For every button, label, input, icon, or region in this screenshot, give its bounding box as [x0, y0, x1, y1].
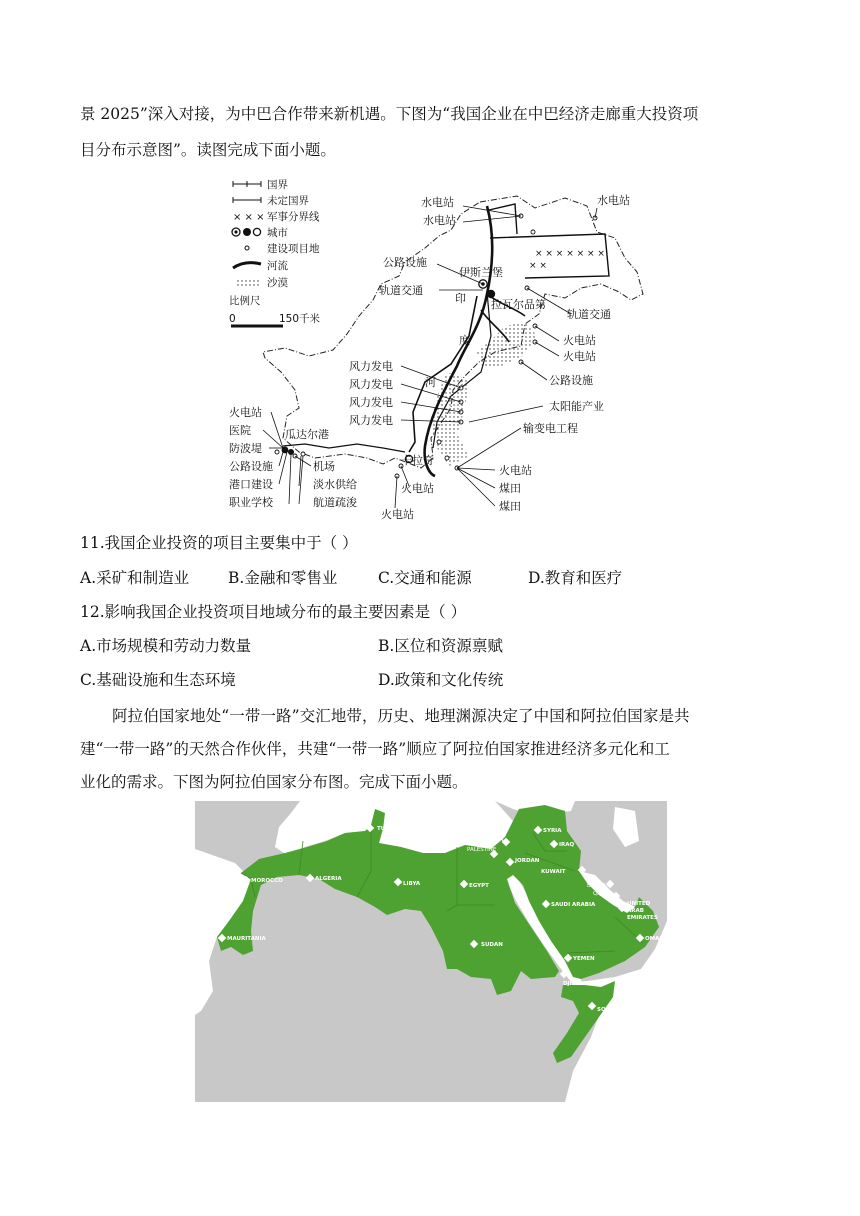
city-karachi: 卡拉奇	[401, 454, 434, 467]
legend-river: 河流	[267, 260, 288, 272]
q12-option-b[interactable]: B.区位和资源禀赋	[378, 637, 503, 655]
country-libya: LIBYA	[403, 881, 421, 887]
label-coal-1: 煤田	[499, 482, 521, 495]
label-solar: 太阳能产业	[549, 400, 604, 413]
label-wind-2: 风力发电	[349, 378, 393, 391]
river-char-du: 度	[459, 334, 470, 347]
country-jordan: JORDAN	[515, 858, 540, 864]
label-g-road: 公路设施	[229, 460, 273, 473]
label-g-hospital: 医院	[229, 424, 251, 437]
city-lahore: 拉瓦尔品第	[491, 298, 546, 311]
legend-scale-value: 150千米	[279, 313, 321, 325]
label-g-thermal: 火电站	[229, 406, 262, 419]
country-algeria: ALGERIA	[315, 876, 342, 882]
arab-paragraph-line-1: 阿拉伯国家地处“一带一路”交汇地带，历史、地理渊源决定了中国和阿拉伯国家是共	[112, 707, 690, 725]
city-islamabad: 伊斯兰堡	[459, 266, 503, 279]
country-saudi-arabia: SAUDI ARABIA	[551, 902, 596, 908]
label-road-2: 公路设施	[549, 374, 593, 387]
label-rail-1: 轨道交通	[379, 284, 423, 297]
country-morocco: MOROCCO	[251, 878, 283, 884]
q12-option-a[interactable]: A.市场规模和劳动力数量	[80, 637, 252, 655]
country-somalia: SOMALIA	[597, 1007, 626, 1013]
q11-option-d[interactable]: D.教育和医疗	[528, 569, 623, 587]
label-transmission: 输变电工程	[523, 422, 578, 435]
legend-undefined-border: 未定国界	[267, 195, 309, 207]
country-qatar: QATAR	[593, 891, 612, 897]
label-hydro-1: 水电站	[421, 196, 454, 209]
country-tunisia: TUNISIA	[377, 826, 403, 832]
country-kuwait: KUWAIT	[541, 869, 566, 875]
country-bahrain: BAHRAIN	[587, 883, 612, 889]
q11-option-b[interactable]: B.金融和零售业	[228, 569, 338, 587]
river-char-he: 河	[425, 376, 436, 389]
legend-scale-zero: 0	[229, 313, 236, 325]
country-sudan: SUDAN	[481, 942, 503, 948]
legend-border: 国界	[267, 179, 288, 191]
arab-paragraph-line-2: 建“一带一路”的天然合作伙伴，共建“一带一路”顺应了阿拉伯国家推进经济多元化和工	[80, 740, 670, 758]
legend-project-site: 建设项目地	[267, 243, 320, 255]
label-g-port: 港口建设	[229, 478, 273, 491]
label-thermal-5: 火电站	[381, 508, 414, 521]
arab-paragraph-line-3: 业化的需求。下图为阿拉伯国家分布图。完成下面小题。	[80, 773, 468, 791]
label-rail-2: 轨道交通	[567, 308, 611, 321]
country-uae-2: ARAB	[627, 908, 644, 914]
svg-text:× ×: × ×	[529, 261, 547, 271]
legend-city: 城市	[267, 227, 288, 239]
arab-countries-map	[195, 801, 667, 1102]
label-g-airport: 机场	[313, 460, 335, 473]
q11-stem: 11.我国企业投资的项目主要集中于（ ）	[80, 534, 358, 552]
q11-options	[80, 567, 780, 589]
label-wind-4: 风力发电	[349, 414, 393, 427]
legend-military-line: 军事分界线	[267, 211, 320, 223]
svg-text:× × × × × × ×: × × × × × × ×	[535, 249, 605, 259]
country-uae-3: EMIRATES	[627, 915, 658, 921]
country-iraq: IRAQ	[559, 842, 575, 848]
label-g-water: 淡水供给	[313, 478, 357, 491]
country-palestine: PALESTINE	[467, 847, 497, 853]
label-thermal-3: 火电站	[499, 464, 532, 477]
river-char-yin: 印	[455, 292, 466, 305]
label-hydro-3: 水电站	[597, 194, 630, 207]
label-hydro-2: 水电站	[423, 214, 456, 227]
country-mauritania: MAURITANIA	[227, 936, 266, 942]
country-egypt: EGYPT	[469, 883, 489, 889]
label-g-breakwater: 防波堤	[229, 442, 262, 455]
intro-line-1: 景 2025”深入对接，为中巴合作带来新机遇。下图为“我国企业在中巴经济走廊重大投资项	[80, 105, 699, 123]
label-thermal-1: 火电站	[563, 334, 596, 347]
legend-desert: 沙漠	[267, 277, 288, 289]
label-thermal-2: 火电站	[563, 350, 596, 363]
country-uae-1: UNITED	[627, 901, 651, 907]
country-djibouti: DJIBOUTI	[563, 981, 591, 987]
legend-scale-title: 比例尺	[229, 295, 261, 307]
country-yemen: YEMEN	[573, 956, 595, 962]
q12-option-c[interactable]: C.基础设施和生态环境	[80, 671, 236, 689]
label-coal-2: 煤田	[499, 500, 521, 513]
q12-option-d[interactable]: D.政策和文化传统	[378, 671, 504, 689]
label-g-dredging: 航道疏浚	[313, 496, 357, 509]
q12-stem: 12.影响我国企业投资项目地域分布的最主要因素是（ ）	[80, 603, 467, 621]
svg-text:× × ×: × × ×	[233, 212, 265, 223]
country-lebanon: LEBANON	[477, 837, 504, 843]
label-g-school: 职业学校	[229, 496, 273, 509]
city-gwadar: 瓜达尔港	[285, 428, 329, 441]
label-wind-3: 风力发电	[349, 396, 393, 409]
q11-option-a[interactable]: A.采矿和制造业	[80, 569, 190, 587]
cpec-project-map	[225, 176, 650, 522]
label-road-1: 公路设施	[383, 256, 427, 269]
label-thermal-4: 火电站	[401, 482, 434, 495]
country-oman: OMAN	[645, 936, 665, 942]
label-wind-1: 风力发电	[349, 360, 393, 373]
country-syria: SYRIA	[543, 828, 562, 834]
intro-line-2: 目分布示意图”。读图完成下面小题。	[80, 141, 336, 159]
q12-options-row2	[80, 669, 780, 691]
q12-options-row1	[80, 635, 780, 657]
q11-option-c[interactable]: C.交通和能源	[378, 569, 472, 587]
map-legend	[229, 179, 321, 326]
